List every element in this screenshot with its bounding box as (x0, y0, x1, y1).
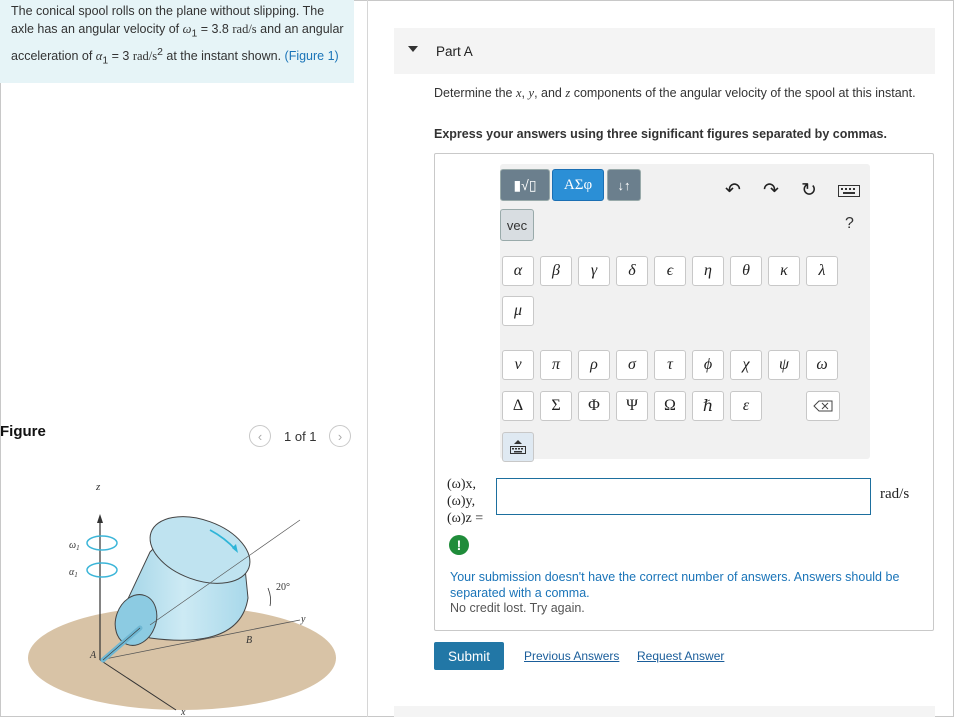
omega-value: = 3.8 (197, 22, 233, 36)
prev-figure-button[interactable] (249, 425, 271, 447)
point-a-label: A (90, 650, 97, 661)
alpha-exp: 2 (157, 46, 163, 58)
previous-answers-link[interactable]: Previous Answers (524, 649, 620, 663)
backspace-key[interactable] (806, 391, 840, 421)
key-capital-delta[interactable]: Δ (502, 391, 534, 421)
key-chi[interactable]: χ (730, 350, 762, 380)
key-capital-sigma[interactable]: Σ (540, 391, 572, 421)
alpha-sub: 1 (102, 55, 109, 67)
keyboard-toggle-key[interactable] (502, 432, 534, 462)
key-eta[interactable]: η (692, 256, 724, 286)
answer-label (447, 476, 483, 527)
figure-heading: Figure (0, 423, 46, 440)
redo-icon[interactable]: ↷ (763, 180, 779, 201)
alpha-unit: rad/s (132, 48, 158, 63)
alert-icon: ! (449, 535, 469, 555)
omega-sub: 1 (191, 28, 198, 40)
key-alpha[interactable]: α (502, 256, 534, 286)
key-lambda[interactable]: λ (806, 256, 838, 286)
backspace-icon (813, 400, 833, 412)
problem-text-3: at the instant shown. (162, 48, 285, 63)
submit-button[interactable]: Submit (434, 642, 504, 670)
key-pi[interactable]: π (540, 350, 572, 380)
undo-icon[interactable]: ↶ (725, 180, 741, 201)
feedback-sub: No credit lost. Try again. (450, 601, 585, 615)
label-omega-z: (ω)z = (447, 511, 484, 526)
key-capital-omega[interactable]: Ω (654, 391, 686, 421)
key-capital-psi[interactable]: Ψ (616, 391, 648, 421)
key-psi[interactable]: ψ (768, 350, 800, 380)
alpha-value: = 3 (108, 48, 133, 63)
answer-unit: rad/s (880, 486, 910, 502)
key-omega[interactable]: ω (806, 350, 838, 380)
y-label: y (301, 614, 306, 625)
problem-text-2: and an angular acceleration of (11, 22, 344, 63)
x-label: x (181, 707, 186, 717)
left-panel (0, 0, 368, 717)
z-label: z (96, 481, 101, 493)
feedback-message: Your submission doesn't have the correct number of answers. Answers should be separated with a comma. (450, 570, 900, 600)
figure-link[interactable]: (Figure 1) (284, 48, 339, 63)
key-gamma[interactable]: γ (578, 256, 610, 286)
omega1-label: $\omega_1$ (69, 540, 80, 552)
label-omega-y: (ω)y, (447, 494, 476, 509)
spool-figure (0, 460, 366, 717)
help-icon[interactable]: ? (845, 215, 854, 232)
figure-counter: 1 of 1 (284, 429, 317, 444)
angle-label: 20° (276, 582, 290, 593)
alpha-loop (87, 563, 117, 577)
key-kappa[interactable]: κ (768, 256, 800, 286)
chevron-right-icon: › (337, 428, 343, 444)
key-sigma[interactable]: σ (616, 350, 648, 380)
key-delta[interactable]: δ (616, 256, 648, 286)
key-tau[interactable]: τ (654, 350, 686, 380)
z-arrowhead (97, 514, 103, 523)
angle-arc (268, 588, 271, 606)
key-mu[interactable]: μ (502, 296, 534, 326)
math-toolbar (500, 164, 870, 459)
omega-loop (87, 536, 117, 550)
answer-box (434, 153, 934, 631)
question-text: Determine the x, y, and z components of the angular velocity of the spool at this instant. (434, 86, 916, 100)
vec-button[interactable]: vec (500, 209, 534, 241)
key-rho[interactable]: ρ (578, 350, 610, 380)
key-capital-phi[interactable]: Φ (578, 391, 610, 421)
problem-text-1: The conical spool rolls on the plane without slipping. The axle has an angular velocity of (11, 4, 325, 36)
request-answer-link[interactable]: Request Answer (637, 649, 725, 663)
alpha-symbol: α (95, 48, 103, 63)
alpha1-label: $\alpha_1$ (69, 567, 78, 579)
problem-statement (0, 0, 354, 83)
omega-unit: rad/s (232, 22, 257, 36)
key-hbar[interactable]: ℏ (692, 391, 724, 421)
key-phi[interactable]: ϕ (692, 350, 724, 380)
greek-button[interactable]: ΑΣφ (552, 169, 604, 201)
key-epsilon[interactable]: ϵ (654, 256, 686, 286)
key-varepsilon[interactable]: ε (730, 391, 762, 421)
instruction-text: Express your answers using three significant figures separated by commas. (434, 127, 887, 141)
key-theta[interactable]: θ (730, 256, 762, 286)
arrows-button[interactable]: ↓↑ (607, 169, 641, 201)
label-omega-x: (ω)x, (447, 477, 477, 492)
keyboard-icon (509, 439, 527, 455)
keyboard-icon[interactable] (838, 181, 860, 203)
reset-icon[interactable]: ↻ (801, 180, 817, 201)
omega-symbol: ω (182, 22, 192, 36)
key-nu[interactable]: ν (502, 350, 534, 380)
part-title: Part A (436, 44, 473, 59)
chevron-left-icon: ‹ (257, 428, 263, 444)
next-part-header[interactable] (394, 706, 935, 717)
templates-button[interactable]: ▮√▯ (500, 169, 550, 201)
answer-input[interactable] (496, 478, 871, 515)
part-header[interactable] (394, 28, 935, 74)
key-beta[interactable]: β (540, 256, 572, 286)
point-b-label: B (246, 635, 253, 646)
right-panel (368, 0, 954, 717)
caret-down-icon[interactable] (408, 46, 418, 52)
next-figure-button[interactable] (329, 425, 351, 447)
